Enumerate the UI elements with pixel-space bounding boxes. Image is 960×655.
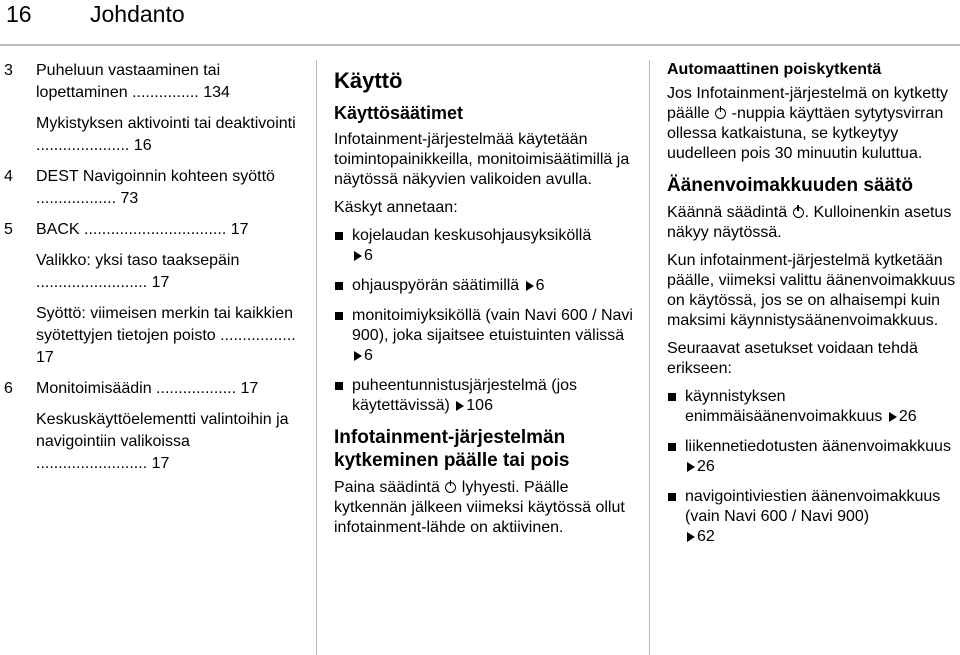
list-item-text: puheentunnistusjärjestelmä (jos käytettävissä) <box>352 377 578 414</box>
toc-text: Valikko: yksi taso taaksepäin ......................... 17 <box>36 252 240 291</box>
column-divider <box>649 60 650 655</box>
power-knob-icon <box>793 207 804 218</box>
toc-row <box>0 409 296 475</box>
bullet-icon <box>668 443 676 451</box>
page-ref-arrow-icon <box>354 251 362 261</box>
page-ref: 6 <box>535 277 545 294</box>
list-item <box>667 387 960 427</box>
page-ref-arrow-icon <box>687 532 695 542</box>
paragraph: Käskyt annetaan: <box>334 199 458 216</box>
text-part: . Kulloinenkin asetus näkyy näytössä. <box>667 204 952 241</box>
list-item <box>334 376 634 416</box>
page-ref-arrow-icon <box>456 401 464 411</box>
power-knob-icon <box>445 482 456 493</box>
paragraph <box>334 478 634 538</box>
page-ref: 62 <box>697 528 715 545</box>
usage-column <box>334 60 634 546</box>
list-item-text: monitoimiyksiköllä (vain Navi 600 / Navi 900), joka sijaitsee etuistuinten välissä <box>352 307 633 344</box>
toc-text: BACK ................................ 17 <box>36 221 249 238</box>
header-divider <box>0 44 960 46</box>
paragraph <box>667 203 960 243</box>
text-part: -nuppia käyttäen sytytysvirran ollessa katkaistuna, se kytkeytyy uudelleen pois 30 minuutin kuluttua. <box>667 105 944 162</box>
page-ref: 26 <box>697 458 715 475</box>
paragraph: Seuraavat asetukset voidaan tehdä erikseen: <box>667 340 918 377</box>
toc-text: Monitoimisäädin .................. 17 <box>36 380 259 397</box>
list-item <box>334 226 634 266</box>
paragraph: Infotainment-järjestelmää käytetään toimintopainikkeilla, monitoimisäätimillä ja näytössä näkyvien valikoiden avulla. <box>334 131 630 188</box>
bullet-icon <box>335 312 343 320</box>
bullet-icon <box>335 382 343 390</box>
page-ref: 6 <box>364 347 373 364</box>
column-divider <box>316 60 317 655</box>
page-ref: 106 <box>466 397 493 414</box>
list-item <box>334 276 634 296</box>
text-part: Jos Infotainment-järjestelmä on kytketty päälle <box>667 85 949 122</box>
bullet-icon <box>335 282 343 290</box>
toc-key: 4 <box>4 168 13 185</box>
toc-column <box>0 60 300 484</box>
bullet-icon <box>335 232 343 240</box>
volume-column <box>667 60 960 557</box>
volume-settings-list <box>667 387 960 547</box>
text-part: Paina säädintä <box>334 479 440 496</box>
list-item <box>667 437 960 477</box>
page-ref-arrow-icon <box>687 462 695 472</box>
page-number: 16 <box>6 1 32 27</box>
list-item-text: liikennetiedotusten äänenvoimakkuus <box>685 438 951 455</box>
toc-key: 5 <box>4 221 13 238</box>
controls-list <box>334 226 634 416</box>
subheading-power: Infotainment-järjestelmän kytkeminen päälle tai pois <box>334 427 570 471</box>
toc-row <box>0 378 296 400</box>
toc-text: Syöttö: viimeisen merkin tai kaikkien syötettyjen tietojen poisto ................. 17 <box>36 305 296 366</box>
page-ref: 26 <box>898 408 917 425</box>
toc-row <box>0 303 296 369</box>
toc-text: DEST Navigoinnin kohteen syöttö .................. 73 <box>36 168 275 207</box>
page-ref: 6 <box>364 247 373 264</box>
toc-text: Mykistyksen aktivointi tai deaktivointi ..................... 16 <box>36 115 296 154</box>
section-heading: Käyttö <box>334 68 403 93</box>
text-part: Käännä säädintä <box>667 204 788 221</box>
toc-row <box>0 60 296 104</box>
toc-row <box>0 113 296 157</box>
toc-text: Keskuskäyttöelementti valintoihin ja navigointiin valikoissa ......................... 17 <box>36 411 289 472</box>
bullet-icon <box>668 393 676 401</box>
list-item <box>334 306 634 366</box>
toc-row <box>0 219 296 241</box>
toc-row <box>0 166 296 210</box>
paragraph <box>667 84 960 164</box>
text-part: lyhyesti. Päälle kytkennän jälkeen viimeksi käytössä ollut infotainment-lähde on aktiivinen. <box>334 479 625 536</box>
subheading-auto-off: Automaattinen poiskytkentä <box>667 61 882 78</box>
list-item-text: ohjauspyörän säätimillä <box>352 277 520 294</box>
toc-text: Puheluun vastaaminen tai lopettaminen ............... 134 <box>36 62 230 101</box>
page-ref-arrow-icon <box>526 281 534 291</box>
paragraph: Kun infotainment-järjestelmä kytketään päälle, viimeksi valittu äänenvoimakkuus on käytössä, jos se on alhaisempi kuin maksimi käynnistysäänenvoimakkuus. <box>667 252 956 329</box>
list-item-text: käynnistyksen enimmäisäänenvoimakkuus <box>685 388 883 425</box>
page-header <box>0 0 960 46</box>
list-item-text: navigointiviestien äänenvoimakkuus (vain Navi 600 / Navi 900) <box>685 488 941 525</box>
page-title: Johdanto <box>90 1 185 27</box>
subheading-controls: Käyttösäätimet <box>334 103 464 123</box>
list-item-text: kojelaudan keskusohjausyksiköllä <box>352 227 592 244</box>
toc-key: 6 <box>4 380 13 397</box>
subheading-volume: Äänenvoimakkuuden säätö <box>667 175 914 196</box>
page-ref-arrow-icon <box>354 351 362 361</box>
list-item <box>667 487 960 547</box>
bullet-icon <box>668 493 676 501</box>
page-ref-arrow-icon <box>889 412 897 422</box>
toc-key: 3 <box>4 62 13 79</box>
toc-row <box>0 250 296 294</box>
power-knob-icon <box>715 108 726 119</box>
